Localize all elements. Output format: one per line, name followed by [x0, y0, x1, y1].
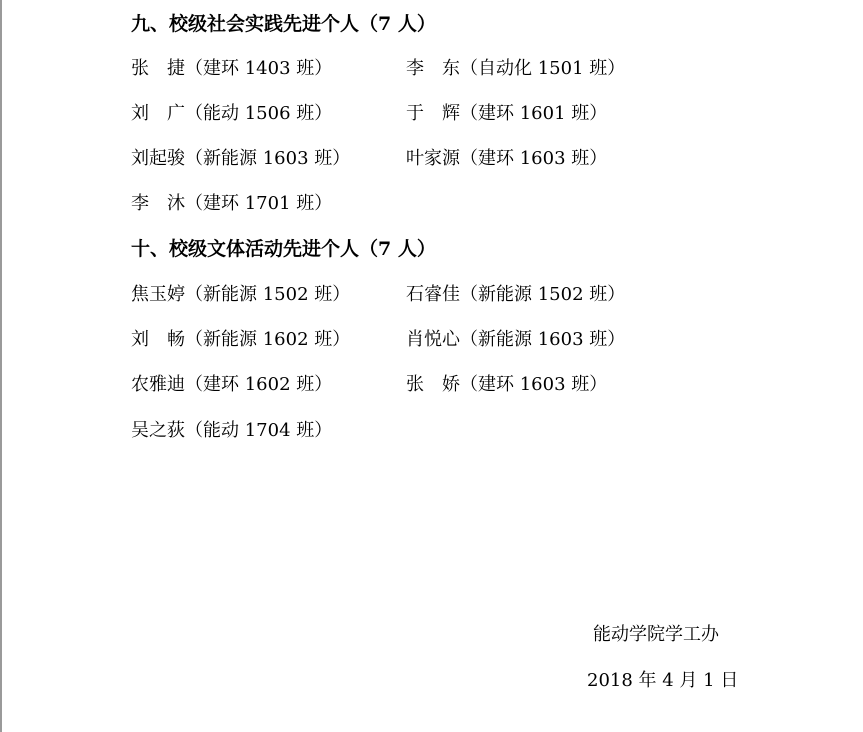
- awardee-entry: 李 沐（建环 1701 班）: [131, 193, 333, 214]
- awardee-entry: 张 娇（建环 1603 班）: [406, 374, 608, 395]
- awardee-entry: 叶家源（建环 1603 班）: [406, 148, 608, 169]
- awardee-entry: 李 东（自动化 1501 班）: [406, 58, 626, 79]
- section-10-row: [131, 419, 332, 443]
- section-10-row: [131, 328, 626, 352]
- awardee-entry: 吴之荻（能动 1704 班）: [131, 420, 333, 441]
- awardee-entry: 于 辉（建环 1601 班）: [406, 103, 608, 124]
- section-9-row: [131, 147, 608, 171]
- awardee-entry: 石睿佳（新能源 1502 班）: [406, 284, 626, 305]
- section-9-heading: 九、校级社会实践先进个人（7 人）: [131, 13, 436, 35]
- awardee-entry: 刘 广（能动 1506 班）: [131, 103, 333, 124]
- section-9-row: [131, 57, 626, 81]
- section-9-row: [131, 102, 608, 126]
- awardee-entry: 刘 畅（新能源 1602 班）: [131, 329, 351, 350]
- section-10-row: [131, 373, 608, 397]
- awardee-entry: 肖悦心（新能源 1603 班）: [406, 329, 626, 350]
- signature-date: 2018 年 4 月 1 日: [587, 670, 739, 691]
- awardee-entry: 焦玉婷（新能源 1502 班）: [131, 284, 351, 305]
- awardee-entry: 刘起骏（新能源 1603 班）: [131, 148, 351, 169]
- section-9-row: [131, 192, 332, 216]
- section-10-heading: 十、校级文体活动先进个人（7 人）: [131, 238, 436, 260]
- awardee-entry: 农雅迪（建环 1602 班）: [131, 374, 333, 395]
- section-10-row: [131, 283, 626, 307]
- awardee-entry: 张 捷（建环 1403 班）: [131, 58, 333, 79]
- signature-org: 能动学院学工办: [593, 624, 719, 645]
- page-edge: [0, 0, 2, 732]
